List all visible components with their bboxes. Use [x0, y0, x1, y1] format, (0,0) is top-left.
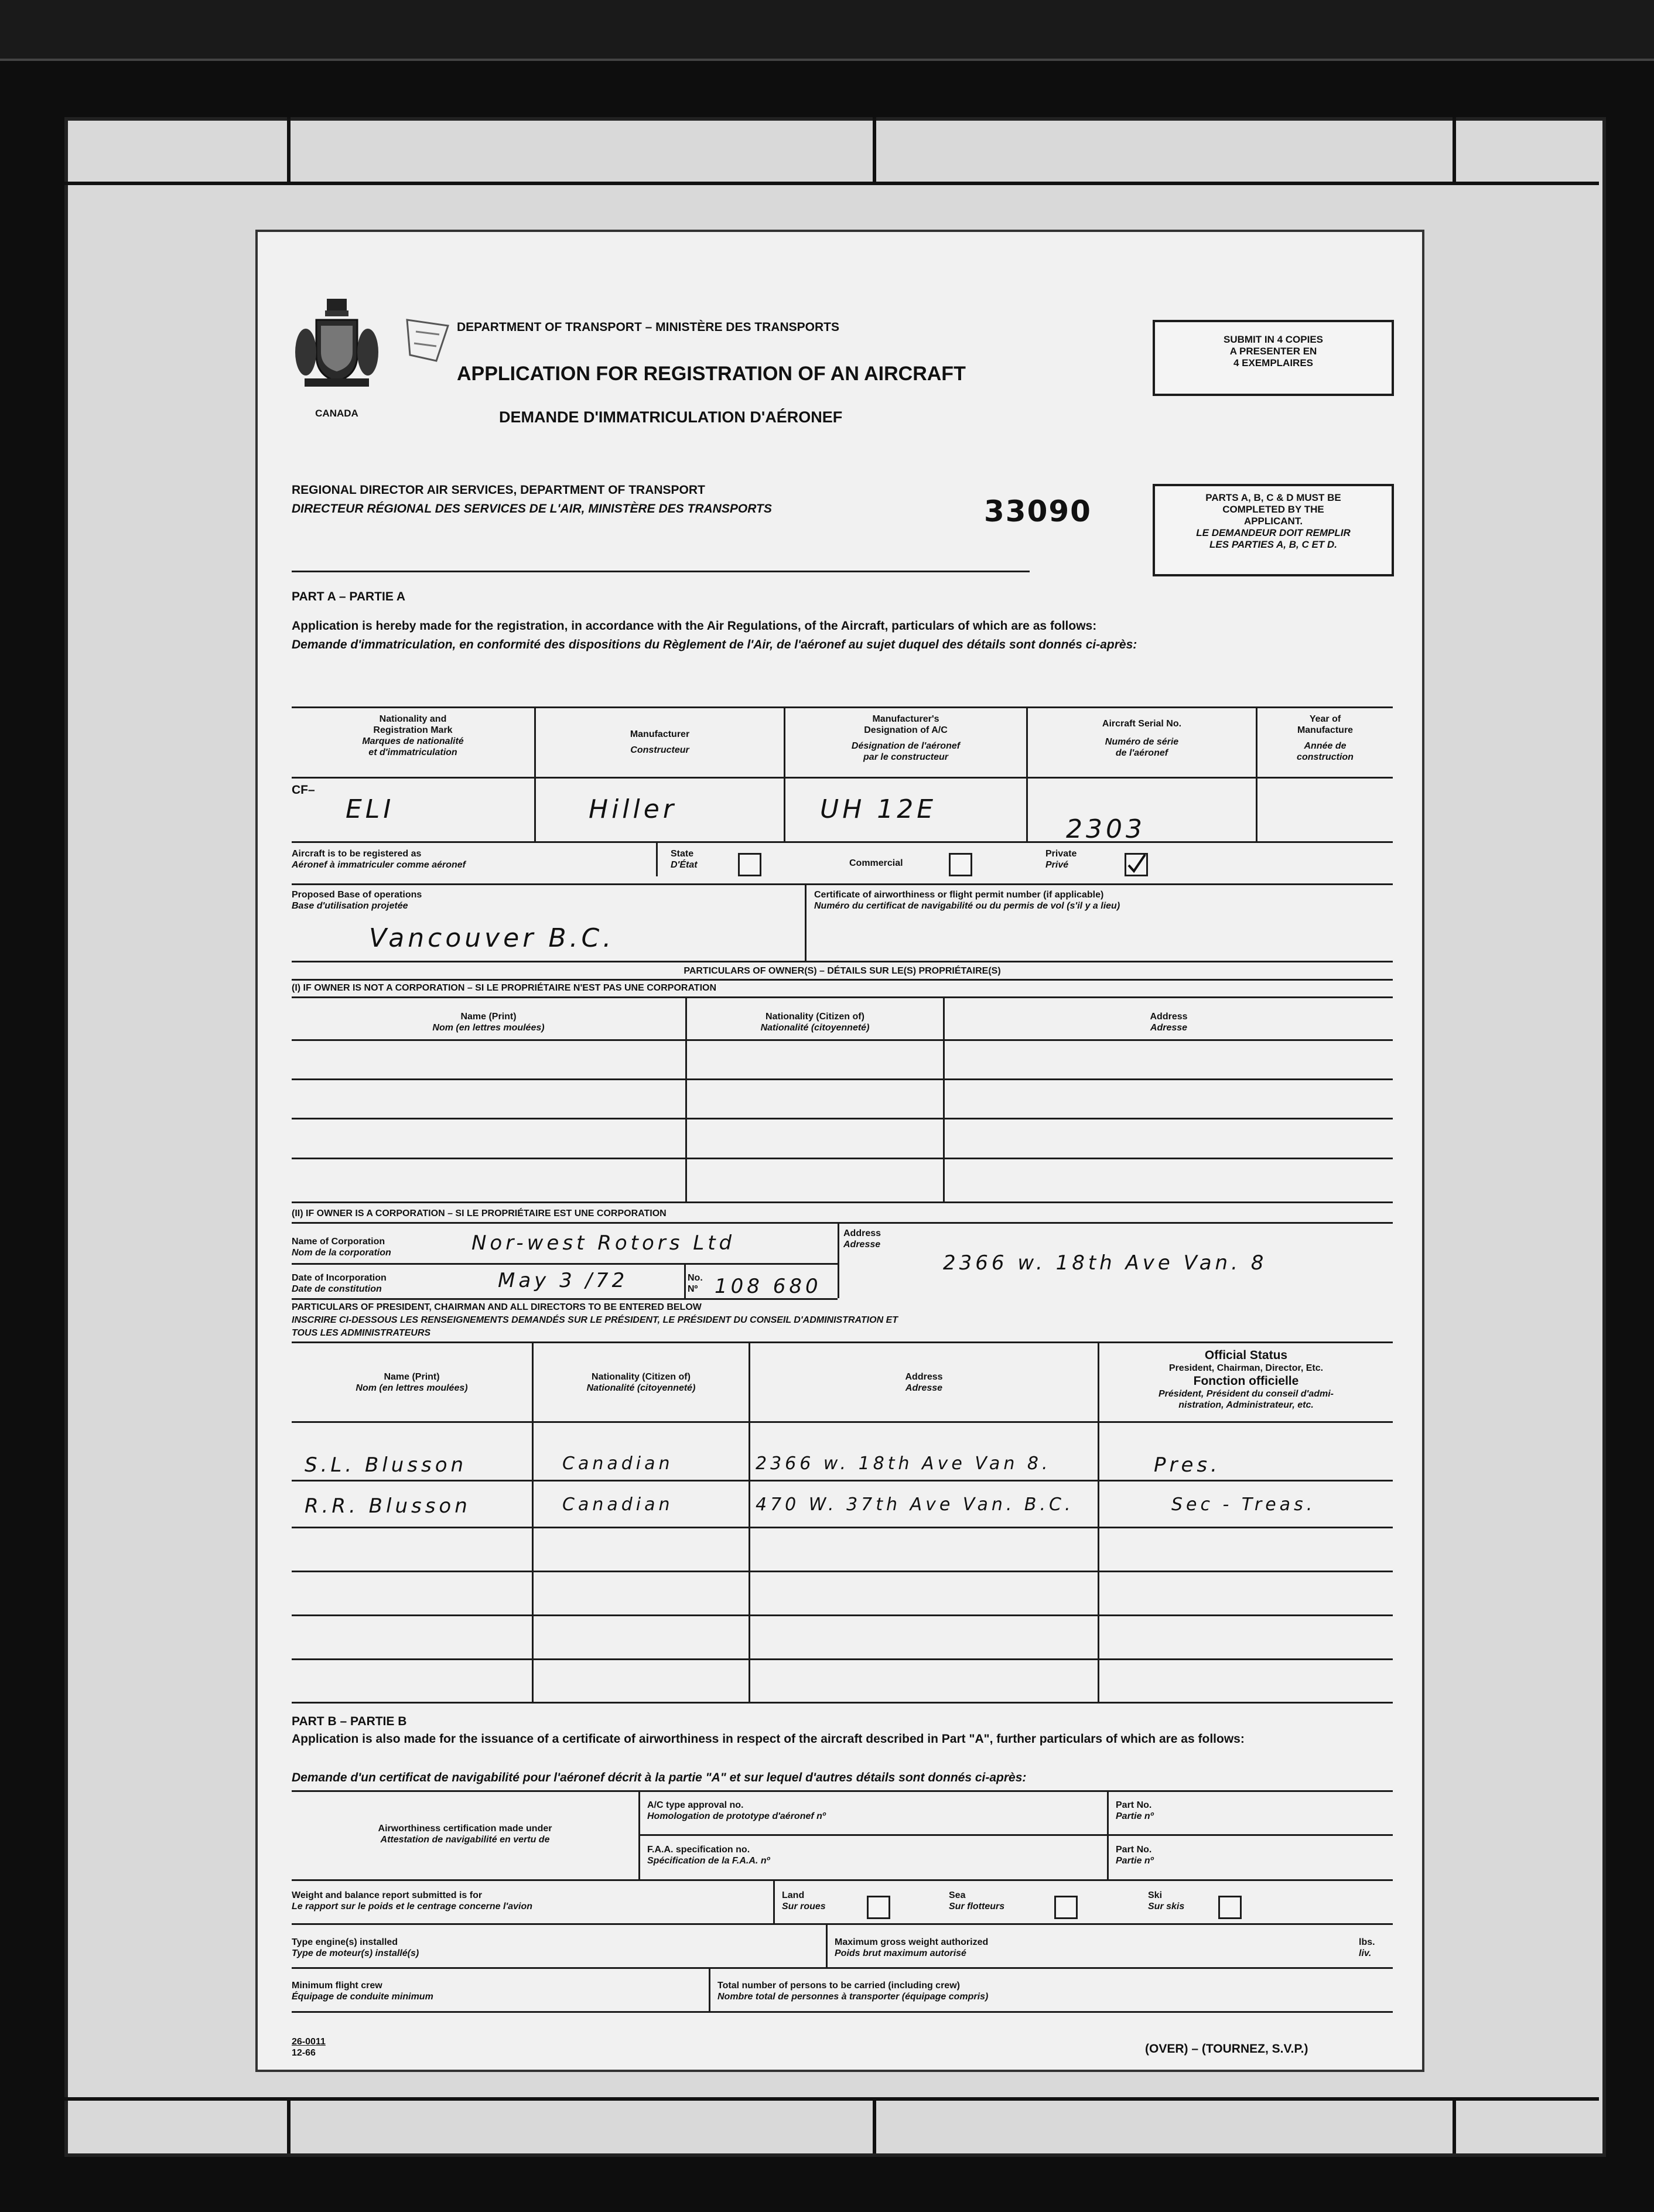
commercial-checkbox[interactable]	[949, 853, 972, 876]
director-row-1-address[interactable]: 2366 w. 18th Ave Van 8.	[756, 1453, 1051, 1474]
base-value[interactable]: Vancouver B.C.	[369, 923, 615, 953]
corporation-name-label: Name of Corporation Nom de la corporation	[292, 1237, 391, 1258]
land-checkbox[interactable]	[867, 1896, 890, 1919]
part-b-heading: PART B – PARTIE B	[292, 1715, 407, 1728]
film-top-border	[0, 0, 1654, 61]
incorporation-number-label: No. Nº	[688, 1273, 703, 1294]
certificate-label: Certificate of airworthiness or flight permit number (if applicable) Numéro du certificat de navigabilité ou du permis de vol (s'il y a lieu)	[814, 890, 1120, 911]
title-french: DEMANDE D'IMMATRICULATION D'AÉRONEF	[499, 408, 843, 426]
director-row-1-name[interactable]: S.L. Blusson	[305, 1453, 467, 1477]
director-col-nationality: Nationality (Citizen of) Nationalité (citoyenneté)	[586, 1372, 696, 1393]
private-label: Private Privé	[1045, 849, 1077, 870]
private-checkbox[interactable]	[1125, 853, 1148, 876]
owner-col-address: Address Adresse	[1150, 1012, 1188, 1033]
addressee-french: DIRECTEUR RÉGIONAL DES SERVICES DE L'AIR, MINISTÈRE DES TRANSPORTS	[292, 502, 772, 516]
registration-mark-value[interactable]: ELI	[346, 794, 395, 824]
department-line: DEPARTMENT OF TRANSPORT – MINISTÈRE DES TRANSPORTS	[457, 320, 839, 334]
corporation-address-value[interactable]: 2366 w. 18th Ave Van. 8	[943, 1251, 1267, 1275]
submit-copies-notice: SUBMIT IN 4 COPIES A PRESENTER EN 4 EXEMPLAIRES	[1153, 320, 1394, 396]
director-row-2-nationality[interactable]: Canadian	[562, 1494, 674, 1515]
max-gross-weight-label: Maximum gross weight authorized Poids brut maximum autorisé	[835, 1937, 989, 1958]
incorporation-date-value[interactable]: May 3 /72	[498, 1269, 628, 1292]
director-col-official-status: Official Status President, Chairman, Director, Etc. Fonction officielle Président, Président du conseil d'admi- nistration, Administrateur, etc.	[1159, 1349, 1334, 1410]
title-english: APPLICATION FOR REGISTRATION OF AN AIRCRAFT	[457, 363, 966, 385]
col-serial-number: Aircraft Serial No. Numéro de série de l'aéronef	[1102, 719, 1182, 758]
director-row-1-nationality[interactable]: Canadian	[562, 1453, 674, 1474]
corporation-name-value[interactable]: Nor-west Rotors Ltd	[471, 1231, 736, 1255]
part-b-intro-english: Application is also made for the issuance of a certificate of airworthiness in respect of the aircraft described in Part "A", further particulars of which are as follows:	[292, 1732, 1245, 1746]
ski-checkbox[interactable]	[1218, 1896, 1242, 1919]
owner-col-nationality: Nationality (Citizen of) Nationalité (citoyenneté)	[760, 1012, 870, 1033]
col-designation: Manufacturer's Designation of A/C Désignation de l'aéronef par le constructeur	[851, 714, 961, 762]
over-notice: (OVER) – (TOURNEZ, S.V.P.)	[1145, 2042, 1308, 2056]
directors-heading-english: PARTICULARS OF PRESIDENT, CHAIRMAN AND ALL DIRECTORS TO BE ENTERED BELOW	[292, 1302, 702, 1312]
application-form	[255, 230, 1424, 2072]
check-mark-icon	[1126, 855, 1146, 875]
canada-coat-of-arms-icon	[293, 296, 381, 402]
director-col-name: Name (Print) Nom (en lettres moulées)	[356, 1372, 468, 1393]
registration-number: 33090	[984, 494, 1092, 528]
designation-value[interactable]: UH 12E	[820, 794, 937, 824]
part-no-label-1: Part No. Partie nº	[1116, 1800, 1154, 1821]
manufacturer-value[interactable]: Hiller	[589, 794, 677, 824]
owners-heading: PARTICULARS OF OWNER(S) – DÉTAILS SUR LE(S) PROPRIÉTAIRE(S)	[684, 966, 1001, 976]
part-a-intro-english: Application is hereby made for the registration, in accordance with the Air Regulations, of the Aircraft, particulars of which are as follows:	[292, 619, 1097, 633]
part-a-intro-french: Demande d'immatriculation, en conformité des dispositions du Règlement de l'Air, de l'aéronef au sujet duquel des détails sont donnés ci-après:	[292, 638, 1137, 651]
director-row-2-address[interactable]: 470 W. 37th Ave Van. B.C.	[756, 1494, 1074, 1515]
director-row-2-status[interactable]: Sec - Treas.	[1171, 1494, 1316, 1515]
col-year: Year of Manufacture Année de construction	[1297, 714, 1354, 762]
part-no-label-2: Part No. Partie nº	[1116, 1845, 1154, 1866]
corporation-address-label: Address Adresse	[843, 1228, 881, 1250]
owner-col-name: Name (Print) Nom (en lettres moulées)	[432, 1012, 545, 1033]
stamp-scribble-icon	[401, 314, 454, 367]
director-col-address: Address Adresse	[905, 1372, 943, 1393]
microfilm-bottom-strip	[64, 2097, 1599, 2153]
faa-spec-label: F.A.A. specification no. Spécification de la F.A.A. nº	[647, 1845, 770, 1866]
col-manufacturer: Manufacturer Constructeur	[630, 729, 690, 755]
incorporation-date-label: Date of Incorporation Date de constitution	[292, 1273, 387, 1294]
weight-balance-label: Weight and balance report submitted is for Le rapport sur le poids et le centrage concerne l'avion	[292, 1890, 533, 1911]
incorporation-number-value[interactable]: 108 680	[715, 1275, 822, 1298]
min-flight-crew-label: Minimum flight crew Équipage de conduite minimum	[292, 1981, 433, 2002]
airworthiness-cert-label: Airworthiness certification made under Attestation de navigabilité en vertu de	[378, 1824, 552, 1845]
addressee-english: REGIONAL DIRECTOR AIR SERVICES, DEPARTMENT OF TRANSPORT	[292, 483, 705, 497]
directors-heading-french-2: TOUS LES ADMINISTRATEURS	[292, 1328, 431, 1338]
sea-checkbox[interactable]	[1054, 1896, 1078, 1919]
country-label: CANADA	[315, 408, 358, 419]
part-b-intro-french: Demande d'un certificat de navigabilité pour l'aéronef décrit à la partie "A" et sur lequel d'autres détails sont donnés ci-après:	[292, 1771, 1027, 1784]
part-a-heading: PART A – PARTIE A	[292, 590, 406, 603]
ski-label: Ski Sur skis	[1148, 1890, 1185, 1911]
commercial-label: Commercial	[849, 858, 903, 868]
sea-label: Sea Sur flotteurs	[949, 1890, 1005, 1911]
directors-heading-french: INSCRIRE CI-DESSOUS LES RENSEIGNEMENTS DEMANDÉS SUR LE PRÉSIDENT, LE PRÉSIDENT DU CONSEIL D'ADMINISTRATION ET	[292, 1315, 898, 1325]
corporation-heading: (II) IF OWNER IS A CORPORATION – SI LE PROPRIÉTAIRE EST UNE CORPORATION	[292, 1209, 667, 1218]
serial-number-value[interactable]: 2303	[1066, 814, 1146, 844]
registered-as-label: Aircraft is to be registered as Aéronef à immatriculer comme aéronef	[292, 849, 466, 870]
parts-required-notice: PARTS A, B, C & D MUST BE COMPLETED BY THE APPLICANT. LE DEMANDEUR DOIT REMPLIR LES PARTIES A, B, C ET D.	[1153, 484, 1394, 576]
state-label: State D'État	[671, 849, 698, 870]
microfilm-top-strip	[64, 117, 1599, 185]
state-checkbox[interactable]	[738, 853, 761, 876]
base-label: Proposed Base of operations Base d'utilisation projetée	[292, 890, 422, 911]
col-registration-mark: Nationality and Registration Mark Marques de nationalité et d'immatriculation	[362, 714, 464, 757]
not-corporation-heading: (I) IF OWNER IS NOT A CORPORATION – SI LE PROPRIÉTAIRE N'EST PAS UNE CORPORATION	[292, 983, 717, 993]
land-label: Land Sur roues	[782, 1890, 826, 1911]
engine-type-label: Type engine(s) installed Type de moteur(s) installé(s)	[292, 1937, 419, 1958]
total-persons-label: Total number of persons to be carried (including crew) Nombre total de personnes à transporter (équipage compris)	[717, 1981, 989, 2002]
weight-units: lbs. liv.	[1359, 1937, 1375, 1958]
type-approval-label: A/C type approval no. Homologation de prototype d'aéronef nº	[647, 1800, 826, 1821]
cf-prefix: CF–	[292, 783, 315, 797]
form-number: 26-0011 12-66	[292, 2037, 326, 2058]
director-row-1-status[interactable]: Pres.	[1154, 1453, 1221, 1477]
director-row-2-name[interactable]: R.R. Blusson	[305, 1494, 471, 1518]
